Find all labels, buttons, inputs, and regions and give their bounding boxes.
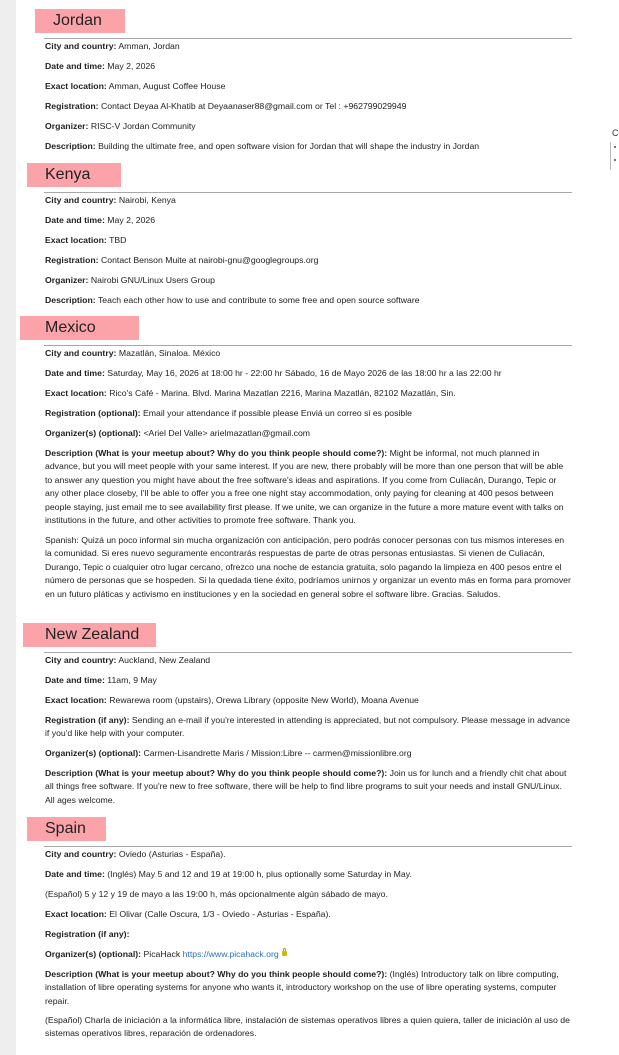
field-location [45, 908, 572, 921]
heading-divider [44, 345, 572, 346]
field-label: Exact location: [45, 235, 107, 245]
field-value: Sending an e-mail if you're interested in attending is appreciated, but not compulsory. Please message in advance if you'd like help with your computer. [45, 715, 570, 739]
country-heading: Spain [27, 817, 106, 841]
field-value: Contact Benson Muite at nairobi-gnu@googlegroups.org [101, 255, 319, 265]
field-value: Contact Deyaa Al-Khatib at Deyaanaser88@gmail.com or Tel : +962799029949 [101, 101, 407, 111]
field-registration [45, 928, 572, 941]
field-label: Exact location: [45, 81, 107, 91]
field-value: Amman, August Coffee House [108, 81, 226, 91]
field-registration [45, 407, 572, 420]
field-location [45, 694, 572, 707]
field-label: City and country: [45, 849, 117, 859]
field-value: El Olivar (Calle Oscura, 1/3 - Oviedo - Asturias - España). [109, 909, 331, 919]
field-registration [45, 254, 572, 267]
field-city [45, 194, 572, 207]
field-label: Description (What is your meetup about? Why do you think people should come?): [45, 969, 388, 979]
field-value: <Ariel Del Valle> arielmazatlan@gmail.com [143, 428, 311, 438]
field-value: Amman, Jordan [118, 41, 180, 51]
heading-divider [44, 192, 572, 193]
field-label: Description (What is your meetup about? Why do you think people should come?): [45, 768, 388, 778]
field-label: Date and time: [45, 368, 105, 378]
field-value: TBD [109, 235, 127, 245]
sidebar-fragment-line [610, 142, 611, 170]
field-label: Date and time: [45, 675, 105, 685]
field-label: Description: [45, 295, 96, 305]
field-value: Email your attendance if possible please Enviá un correo si es posible [142, 408, 412, 418]
field-label: City and country: [45, 195, 117, 205]
field-label: Registration (if any): [45, 715, 130, 725]
field-location [45, 387, 572, 400]
field-label: Registration (if any): [45, 929, 130, 939]
field-date [45, 214, 572, 227]
field-description-spanish [45, 1014, 572, 1041]
field-value: (Inglés) Introductory talk on libre computing, installation of libre operating systems for anyone who wants it, introductory workshop on the use of libre operating systems, computer repair. [45, 969, 559, 1006]
organizer-link[interactable]: https://www.picahack.org [182, 949, 279, 959]
field-value: RISC-V Jordan Community [90, 121, 196, 131]
field-label: Date and time: [45, 215, 105, 225]
field-value: Building the ultimate free, and open software vision for Jordan that will shape the industry in Jordan [98, 141, 480, 151]
field-organizer [45, 948, 572, 961]
field-label: Registration: [45, 255, 99, 265]
field-value: 11am, 9 May [107, 675, 157, 685]
heading-divider [44, 652, 572, 653]
field-date [45, 868, 572, 881]
field-value: (Español) Charla de iniciación a la informática libre, instalación de sistemas operativos libres a quien quiera, taller de iniciación al uso de sistemas operativos libres, reparación de ordenadores. [45, 1015, 570, 1039]
field-label: Organizer: [45, 275, 89, 285]
field-label: City and country: [45, 348, 117, 358]
field-label: City and country: [45, 655, 117, 665]
field-location [45, 234, 572, 247]
field-label: Organizer(s) (optional): [45, 428, 142, 438]
field-label: Registration: [45, 101, 99, 111]
field-date [45, 367, 572, 380]
field-label: Exact location: [45, 909, 107, 919]
field-value: May 2, 2026 [107, 215, 156, 225]
heading-divider [44, 846, 572, 847]
field-description [45, 767, 572, 807]
sidebar-fragment-dot [614, 159, 616, 161]
field-organizer [45, 427, 572, 440]
field-label: Organizer(s) (optional): [45, 949, 142, 959]
field-organizer [45, 747, 572, 760]
field-label: Date and time: [45, 61, 105, 71]
field-value: Rico's Café - Marina. Blvd. Marina Mazatlan 2216, Marina Mazatlán, 82102 Mazatlán, Sin. [109, 388, 456, 398]
field-value: Might be informal, not much planned in advance, but you will meet people with your same interest. If you are new, there probably will be more than one person that will be able to answer any question you might have about the free software's ideas and aspirations. If you come from Culiacán, Durango, Tepic or any other place closeby, I'll be able to offer you a free one night stay accommodation, only paying for cleaning at 400 pesos between people staying, just email me to see availability first please. If we unite, we can organize in the future a more mature event with talks on institutions in the future, and other activities to promote free software. Thank you. [45, 448, 564, 526]
field-registration [45, 714, 572, 741]
field-organizer [45, 274, 572, 287]
field-value: Nairobi GNU/Linux Users Group [90, 275, 215, 285]
field-label: Description (What is your meetup about? Why do you think people should come?): [45, 448, 388, 458]
field-description [45, 294, 572, 307]
left-gutter [0, 0, 16, 1055]
field-value: Teach each other how to use and contribute to some free and open source software [97, 295, 420, 305]
country-heading: New Zealand [23, 623, 156, 647]
field-label: City and country: [45, 41, 117, 51]
field-value: May 2, 2026 [107, 61, 156, 71]
field-value: (Español) 5 y 12 y 19 de mayo a las 19:00 h, más opcionalmente algún sábado de mayo. [45, 889, 388, 899]
field-label: Organizer(s) (optional): [45, 748, 142, 758]
field-label: Date and time: [45, 869, 105, 879]
field-label: Exact location: [45, 695, 107, 705]
field-description [45, 447, 572, 527]
field-description [45, 968, 572, 1008]
field-date-spanish [45, 888, 572, 901]
field-value: Carmen-Lisandrette Maris / Mission:Libre -- carmen@missionlibre.org [143, 748, 412, 758]
field-description [45, 140, 572, 153]
field-value: Saturday, May 16, 2026 at 18:00 hr - 22:00 hr Sábado, 16 de Mayo 2026 de las 18:00 hr a las 22:00 hr [107, 368, 502, 378]
field-city [45, 654, 572, 667]
field-description-spanish [45, 534, 572, 601]
field-value: Rewarewa room (upstairs), Orewa Library (opposite New World), Moana Avenue [109, 695, 419, 705]
field-value: Oviedo (Asturias - España). [118, 849, 226, 859]
field-label: Organizer: [45, 121, 89, 131]
heading-divider [44, 38, 572, 39]
field-label: Exact location: [45, 388, 107, 398]
sidebar-fragment-dot [614, 146, 616, 148]
field-location [45, 80, 572, 93]
field-value: Spanish: Quizá un poco informal sin mucha organización con anticipación, pero podrás conocer personas con tus mismos intereses en la comunidad. Si eres nuevo seguramente encontrarás respuestas de parte de otras personas entusiastas. Si vienen de Culiacán, Durango, Tepic o cualquier otro lugar cercano, ofrezco una noche de estancia gratuita, solo pagando la limpieza en 400 pesos entre el número de personas que se hospeden. Si la quedada tiene éxito, podríamos unirnos y organizar un evento más en forma para promover en un futuro pláticas y activismo en instituciones y en la sociedad en general sobre el software libre. Gracias. Saludos. [45, 535, 571, 599]
field-value: (Inglés) May 5 and 12 and 19 at 19:00 h, plus optionally some Saturday in May. [107, 869, 412, 879]
field-city [45, 848, 572, 861]
field-value: Mazatlán, Sinaloa. México [118, 348, 221, 358]
country-heading: Mexico [20, 316, 139, 340]
field-label: Description: [45, 141, 96, 151]
sidebar-fragment-letter: C [612, 128, 619, 138]
field-value: Nairobi, Kenya [118, 195, 176, 205]
field-value: Join us for lunch and a friendly chit chat about all things free software. If you're new to free software, there will be help to find libre programs to suit your needs and install GNU/Linux. All ages welcome. [45, 768, 567, 805]
field-city [45, 40, 572, 53]
lock-icon [282, 951, 287, 956]
field-organizer [45, 120, 572, 133]
field-value: Auckland, New Zealand [118, 655, 211, 665]
field-city [45, 347, 572, 360]
field-date [45, 674, 572, 687]
right-sidebar-fragment [610, 128, 617, 172]
country-heading: Jordan [35, 9, 125, 33]
field-label: Registration (optional): [45, 408, 141, 418]
field-date [45, 60, 572, 73]
field-registration [45, 100, 572, 113]
field-value: PicaHack [143, 949, 183, 959]
country-heading: Kenya [27, 163, 121, 187]
